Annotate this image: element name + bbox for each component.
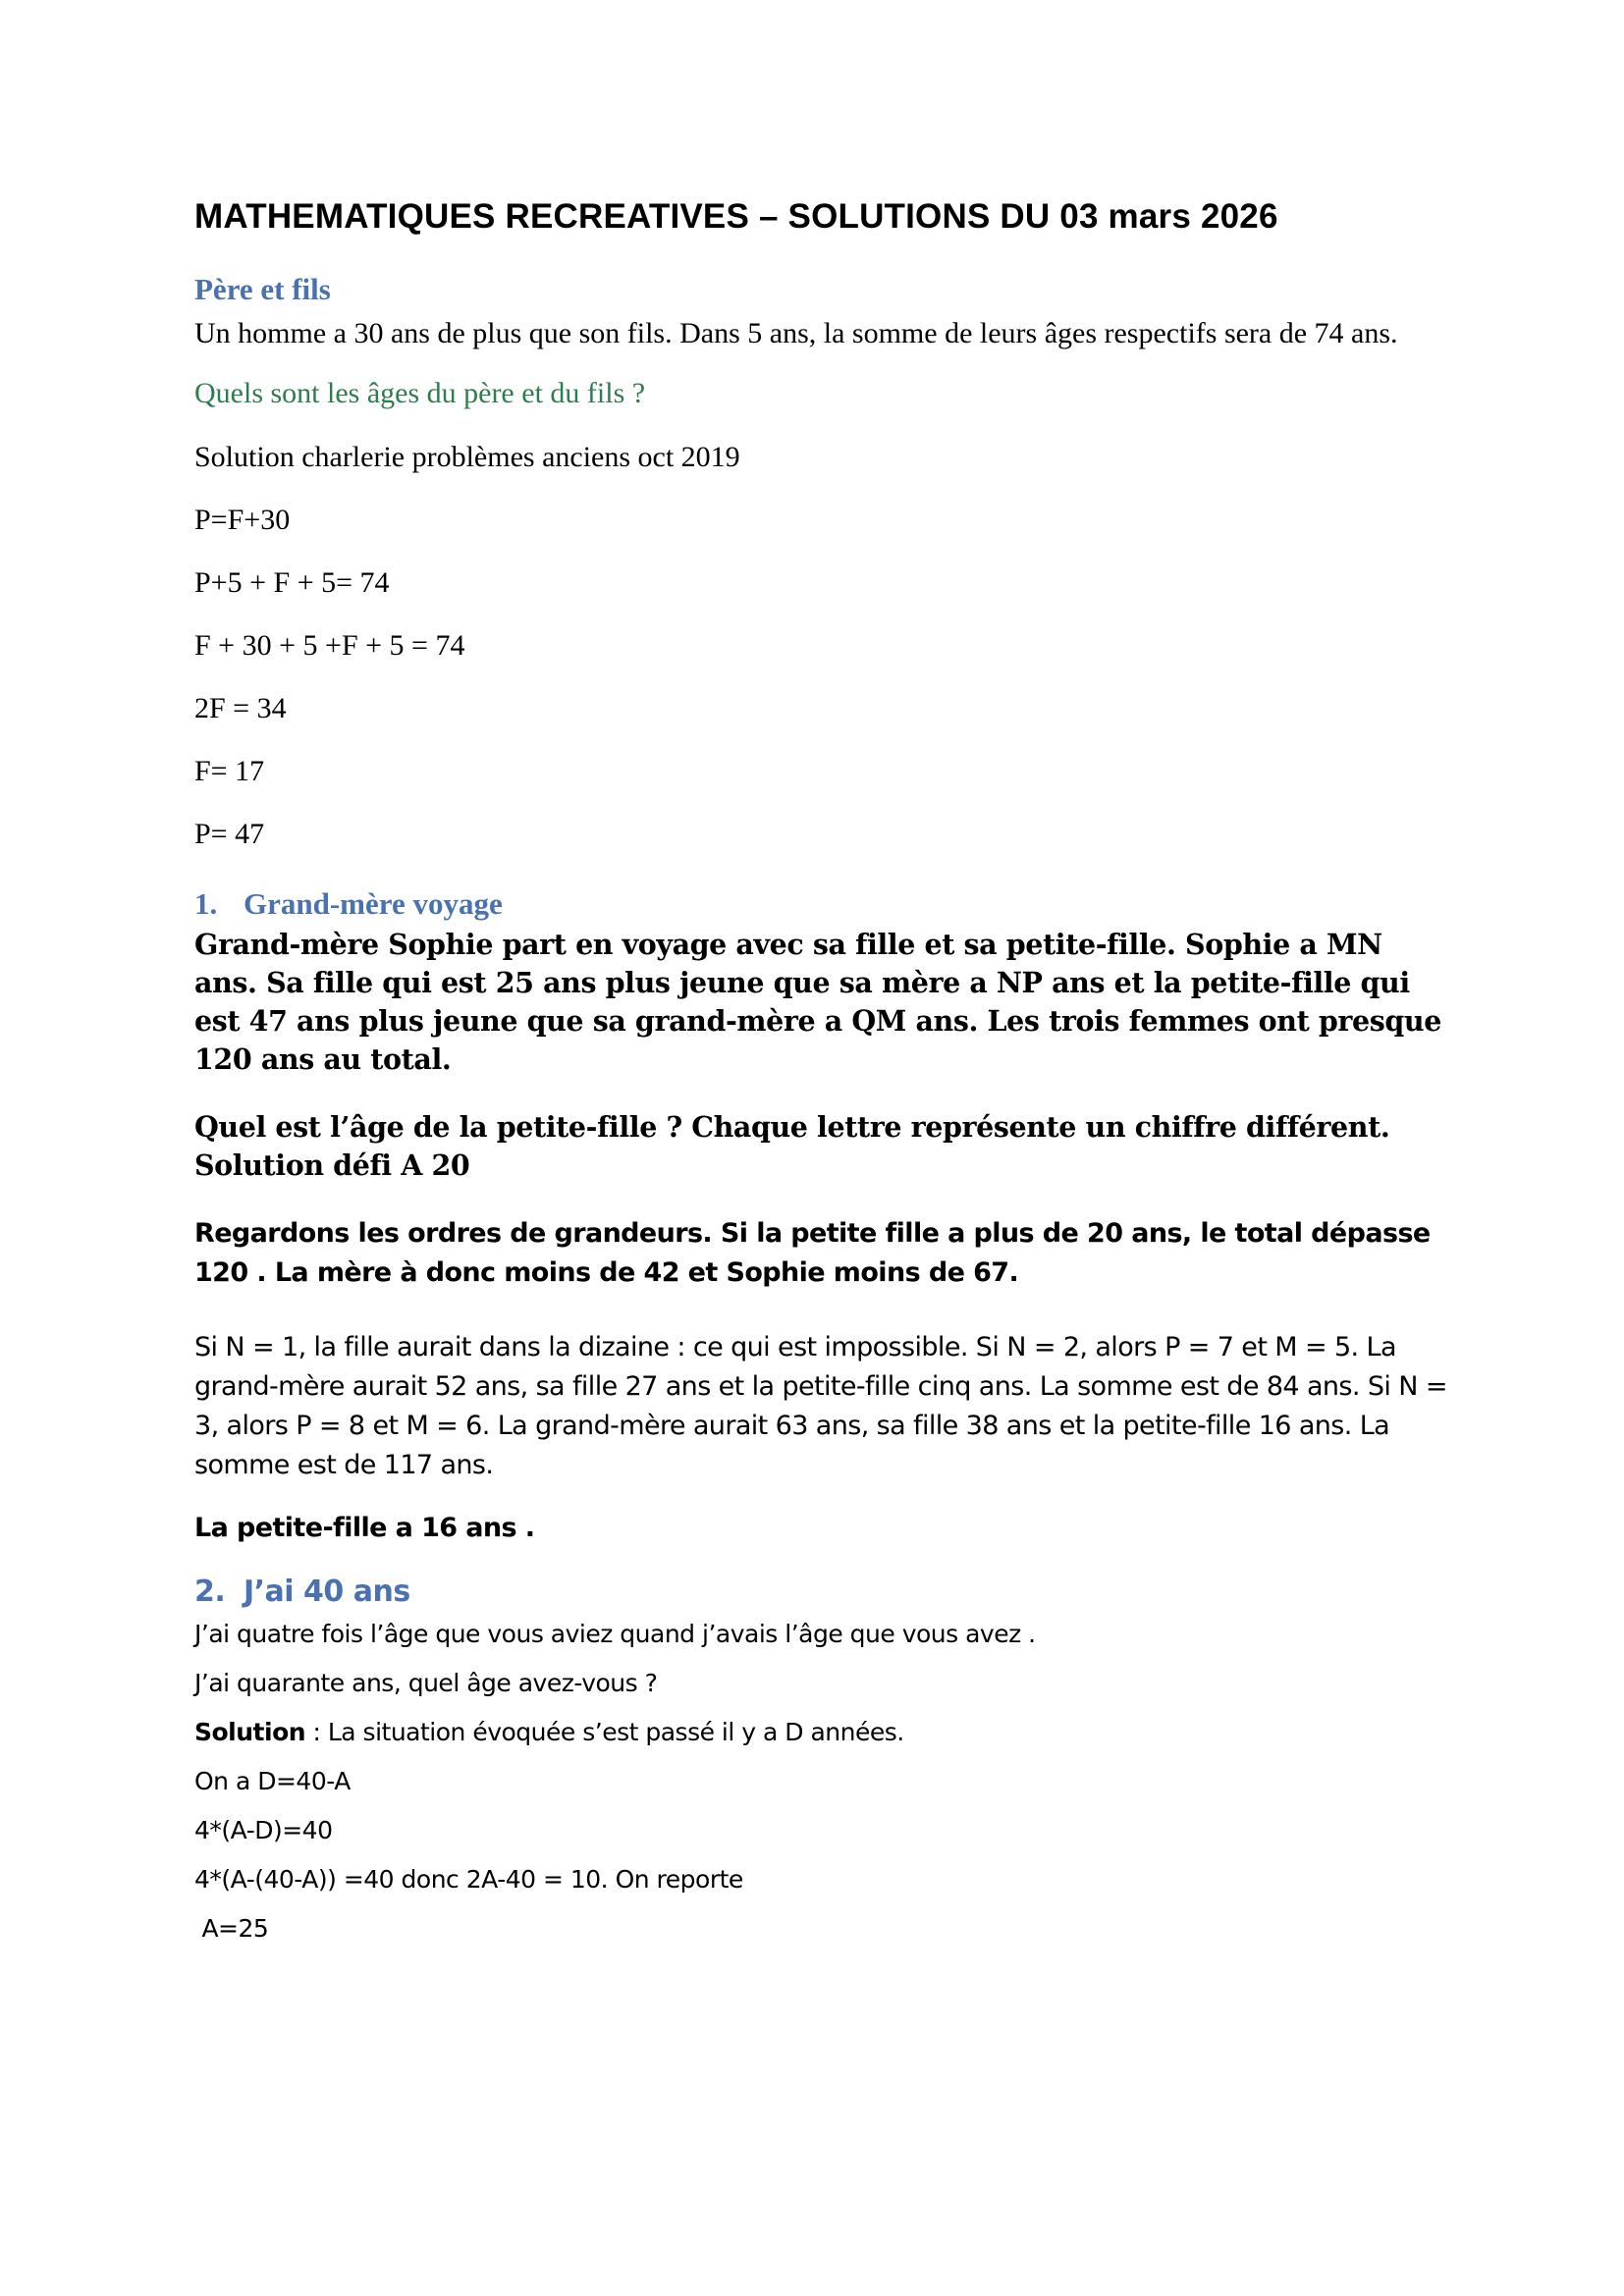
- equation-line: F= 17: [194, 755, 265, 787]
- page-title: MATHEMATIQUES RECREATIVES – SOLUTIONS DU 03 mars 2026: [194, 197, 1278, 236]
- section-heading-text: Grand-mère voyage: [244, 886, 503, 921]
- solution-reference: Solution défi A 20: [194, 1148, 470, 1182]
- problem-statement: Grand-mère Sophie part en voyage avec sa fille et sa petite-fille. Sophie a MN ans. Sa fille qui est 25 ans plus jeune que sa mère a NP ans et la petite-fille qui est 47 ans plus jeune que sa grand-mère a QM ans. Les trois femmes ont presque 120 ans au total.: [194, 928, 1441, 1076]
- equation-line: F + 30 + 5 +F + 5 = 74: [194, 629, 465, 662]
- solution-line: 4*(A-D)=40: [194, 1816, 333, 1844]
- solution-detail: Si N = 1, la fille aurait dans la dizaine : ce qui est impossible. Si N = 2, alors P = 7 et M = 5. La grand-mère aurait 52 ans, sa fille 27 ans et la petite-fille cinq ans. La somme est de 84 ans. Si N = 3, alors P = 8 et M = 6. La grand-mère aurait 63 ans, sa fille 38 ans et la petite-fille 16 ans. La somme est de 117 ans.: [194, 1332, 1447, 1480]
- section-heading-grand-mere-voyage: [194, 882, 1451, 926]
- problem-statement: Un homme a 30 ans de plus que son fils. Dans 5 ans, la somme de leurs âges respectifs sera de 74 ans.: [194, 317, 1398, 349]
- solution-answer: La petite-fille a 16 ans .: [194, 1513, 535, 1543]
- problem-question: Quels sont les âges du père et du fils ?: [194, 377, 646, 409]
- section-number: 2.: [194, 1575, 226, 1609]
- solution-line: 4*(A-(40-A)) =40 donc 2A-40 = 10. On reporte: [194, 1865, 743, 1894]
- section-heading-text: J’ai 40 ans: [244, 1575, 410, 1609]
- solution-line: A=25: [194, 1914, 269, 1943]
- problem-question: J’ai quarante ans, quel âge avez-vous ?: [194, 1669, 658, 1697]
- solution-reasoning: Regardons les ordres de grandeurs. Si la petite fille a plus de 20 ans, le total dépasse 120 . La mère à donc moins de 42 et Sophie moins de 67.: [194, 1218, 1431, 1288]
- problem-question: Quel est l’âge de la petite-fille ? Chaque lettre représente un chiffre différent.: [194, 1110, 1390, 1144]
- equation-line: P= 47: [194, 818, 265, 850]
- solution-intro-text: : La situation évoquée s’est passé il y a D années.: [305, 1718, 904, 1746]
- solution-source: Solution charlerie problèmes anciens oct 2019: [194, 441, 740, 473]
- solution-line: On a D=40-A: [194, 1767, 351, 1795]
- document-page: [194, 191, 1451, 1947]
- section-heading-jai-40-ans: [194, 1572, 1451, 1613]
- solution-intro: [194, 1715, 1451, 1750]
- equation-line: 2F = 34: [194, 692, 287, 724]
- equation-line: P=F+30: [194, 504, 291, 536]
- section-heading-pere-et-fils: Père et fils: [194, 272, 331, 306]
- section-number: 1.: [194, 886, 218, 921]
- equation-line: P+5 + F + 5= 74: [194, 566, 390, 599]
- solution-label: Solution: [194, 1718, 306, 1746]
- problem-statement: J’ai quatre fois l’âge que vous aviez quand j’avais l’âge que vous avez .: [194, 1620, 1036, 1648]
